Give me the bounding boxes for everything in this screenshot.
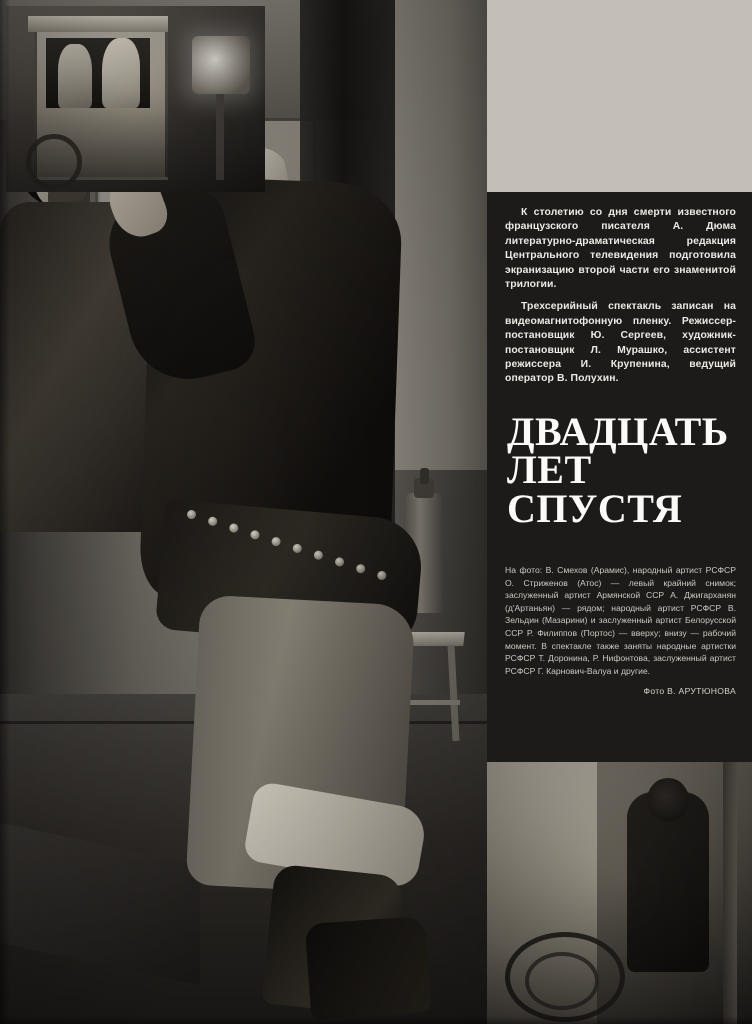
headline-line-3: СПУСТЯ xyxy=(507,485,683,531)
main-actor-boot-right xyxy=(305,916,431,1020)
top-right-photo xyxy=(6,6,265,192)
article-headline xyxy=(505,408,736,531)
headline-line-1: ДВАДЦАТЬ xyxy=(507,408,729,454)
intro-paragraph-1: К столетию со дня смерти известного французского писателя А. Дюма литературно-драматическая редакция Центрального телевидения подготовила экранизацию второй части его знаменитой трилогии. xyxy=(505,207,736,291)
studio-lamp-stand xyxy=(216,94,224,180)
headline-line-2: ЛЕТ xyxy=(507,447,592,493)
intro-paragraph-2: Трехсерийный спектакль записан на видеомагнитофонную пленку. Режиссер-постановщик Ю. Сергеев, художник-постановщик Л. Мурашко, ассистент режиссера И. Крупенина, ведущий оператор В. Полухин. xyxy=(505,301,736,385)
photo-caption xyxy=(505,564,736,677)
photo-caption-text: На фото: В. Смехов (Арамис), народный артист РСФСР О. Стриженов (Атос) — левый крайний снимок; заслуженный артист Армянской ССР А. Джигарханян (д'Артаньян) — рядом; народный артист РСФСР В. Зельдин (Мазарини) и заслуженный артист Белорусской ССР Р. Филиппов (Портос) — вверху; внизу — рабочий момент. В спектакле также заняты народные артистки РСФСР Т. Доронина, Р. Нифонтова, заслуженный артист РСФСР Г. Карнович-Валуа и другие. xyxy=(505,565,736,676)
booth-actor-left xyxy=(58,44,92,108)
carriage-wheel-small xyxy=(525,952,599,1010)
crew-member-head xyxy=(647,778,689,822)
article-text-panel xyxy=(487,192,752,762)
studio-lamp xyxy=(192,36,250,94)
booth-awning xyxy=(28,16,168,32)
article-intro xyxy=(505,206,736,387)
booth-actor-right xyxy=(102,38,140,108)
photo-credit: Фото В. АРУТЮНОВА xyxy=(643,686,736,697)
bottom-right-photo xyxy=(487,762,752,1024)
cart-wheel xyxy=(26,134,82,190)
vertical-pole xyxy=(723,762,737,1024)
